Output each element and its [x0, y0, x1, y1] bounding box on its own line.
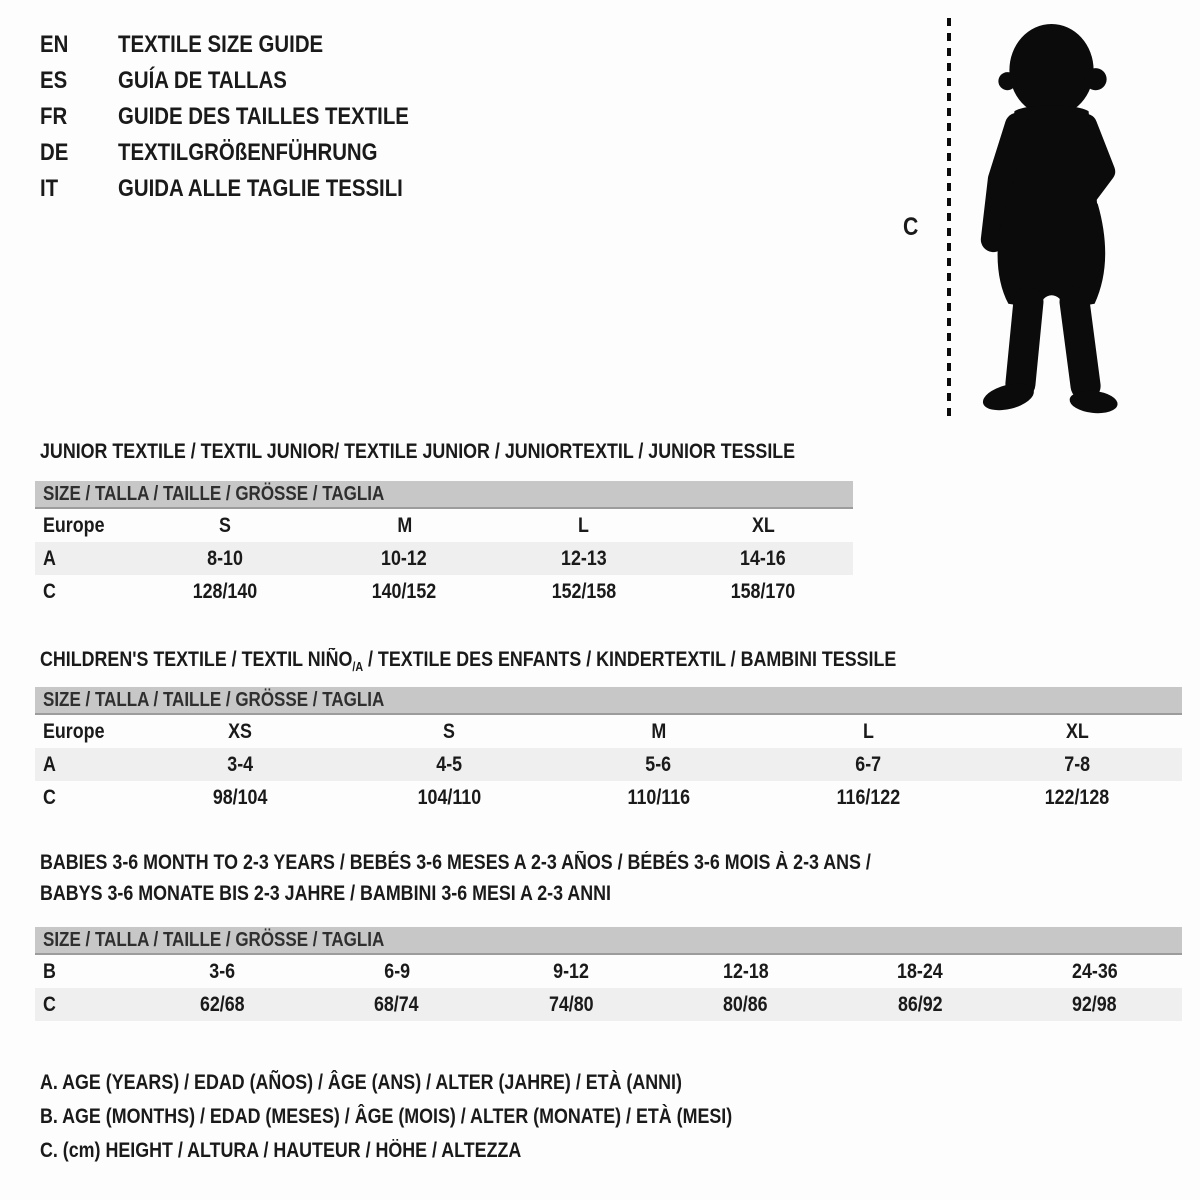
footnote-text: C. (cm) HEIGHT / ALTURA / HAUTEUR / HÖHE / ALTEZZA [40, 1139, 522, 1162]
section-title-text [40, 644, 896, 683]
language-title: TEXTILE SIZE GUIDE [118, 31, 324, 58]
table-cell [494, 547, 674, 571]
language-title: GUIDA ALLE TAGLIE TESSILI [118, 175, 403, 202]
table-cell-text: 116/122 [836, 785, 900, 809]
row-label-text: B [43, 959, 56, 983]
section-title-line [40, 436, 928, 467]
row-label [35, 547, 135, 571]
language-code [40, 67, 118, 95]
table-cell [344, 786, 553, 810]
table-row-a [35, 748, 1182, 781]
table-cell [135, 580, 315, 604]
table-cell-text: 14-16 [740, 546, 787, 570]
table-cell-text: 4-5 [436, 752, 463, 776]
size-table [35, 687, 1182, 814]
measure-label-text: C [903, 213, 919, 241]
table-cell [1008, 960, 1183, 984]
language-title: GUIDE DES TAILLES TEXTILE [118, 103, 409, 130]
table-cell [310, 960, 485, 984]
row-label-text: C [43, 785, 56, 809]
toddler-silhouette-icon [962, 13, 1140, 420]
table-cell-text: 104/110 [417, 785, 481, 809]
footnote-line [40, 1134, 854, 1168]
table-cell-text: 6-7 [855, 752, 881, 776]
table-cell [763, 720, 972, 744]
table-cell [674, 580, 854, 604]
table-cell-text: 68/74 [374, 992, 420, 1016]
table-cell-text: 8-10 [206, 546, 243, 570]
table-cell [135, 547, 315, 571]
table-cell-text: 6-9 [383, 959, 410, 983]
size-header-text: SIZE / TALLA / TAILLE / GRÖSSE / TAGLIA [43, 688, 385, 711]
table-cell [973, 753, 1182, 777]
table-cell-text: 10-12 [381, 546, 428, 570]
table-cell-text: L [578, 513, 590, 537]
table-cell-text: 3-4 [226, 752, 253, 776]
table-cell-text: S [443, 719, 456, 743]
table-cell-text: 128/140 [192, 579, 258, 603]
table-cell [763, 753, 972, 777]
table-cell-text: XS [227, 719, 252, 743]
language-code [40, 175, 118, 203]
table-cell [135, 960, 310, 984]
measure-label-c [903, 213, 921, 242]
table-cell [674, 547, 854, 571]
table-cell [1008, 993, 1183, 1017]
row-label-text: C [43, 992, 56, 1016]
table-cell [674, 514, 854, 538]
table-cell-text: 158/170 [730, 579, 796, 603]
section-title-line [40, 878, 1018, 909]
language-row [40, 171, 460, 207]
language-code-text: IT [40, 175, 59, 202]
table-row-europe [35, 509, 853, 542]
table-cell-text: 18-24 [897, 959, 944, 983]
row-label-text: A [43, 546, 56, 570]
section-title-text [40, 436, 795, 467]
title-segment: CHILDREN'S TEXTILE / TEXTIL NIÑO [40, 648, 353, 671]
table-cell-text: 140/152 [371, 579, 437, 603]
table-cell-text: 12-18 [722, 959, 769, 983]
row-label-text: Europe [43, 719, 105, 743]
table-cell-text: M [396, 513, 412, 537]
row-label-text: C [43, 579, 56, 603]
table-row-c [35, 575, 853, 608]
table-cell [833, 960, 1008, 984]
size-header-bar [35, 927, 1182, 955]
table-row-europe [35, 715, 1182, 748]
size-table [35, 481, 853, 608]
table-row-a [35, 542, 853, 575]
language-list [40, 27, 460, 207]
table-cell-text: S [218, 513, 231, 537]
size-header-text: SIZE / TALLA / TAILLE / GRÖSSE / TAGLIA [43, 928, 385, 951]
table-cell [833, 993, 1008, 1017]
table-cell-text: 7-8 [1064, 752, 1091, 776]
footnote-line [40, 1100, 854, 1134]
table-cell [344, 753, 553, 777]
table-cell [659, 993, 834, 1017]
table-cell [973, 720, 1182, 744]
row-label [35, 993, 135, 1017]
language-code-text: EN [40, 31, 69, 58]
table-cell [554, 753, 763, 777]
language-code-text: FR [40, 103, 68, 130]
table-cell [344, 720, 553, 744]
language-row [40, 27, 460, 63]
section-title-text [40, 878, 611, 909]
language-code-text: ES [40, 67, 68, 94]
table-cell [315, 547, 495, 571]
row-label [35, 786, 135, 810]
table-cell-text: 110/116 [627, 785, 690, 809]
table-cell-text: 98/104 [212, 785, 267, 809]
table-cell [659, 960, 834, 984]
language-code [40, 31, 118, 59]
table-cell-text: 62/68 [199, 992, 245, 1016]
table-cell-text: 5-6 [645, 752, 672, 776]
language-code-text: DE [40, 139, 69, 166]
table-cell-text: L [862, 719, 874, 743]
table-cell-text: M [651, 719, 666, 743]
table-cell [484, 960, 659, 984]
section-title-line [40, 644, 1047, 683]
table-cell [494, 514, 674, 538]
section-title [40, 436, 928, 467]
title-segment: / TEXTILE DES ENFANTS / KINDERTEXTIL / BAMBINI TESSILE [363, 648, 897, 671]
table-cell-text: 80/86 [723, 992, 769, 1016]
table-cell [310, 993, 485, 1017]
table-cell [135, 993, 310, 1017]
section-title [40, 847, 1018, 909]
table-cell [135, 720, 344, 744]
language-row [40, 63, 460, 99]
table-row-c [35, 988, 1182, 1021]
size-header-bar [35, 481, 853, 509]
row-label [35, 720, 135, 744]
language-row [40, 99, 460, 135]
table-cell-text: 92/98 [1072, 992, 1118, 1016]
footnote-text: A. AGE (YEARS) / EDAD (AÑOS) / ÂGE (ANS) / ALTER (JAHRE) / ETÀ (ANNI) [40, 1071, 682, 1094]
footnotes [40, 1066, 854, 1168]
table-row-b [35, 955, 1182, 988]
table-cell-text: XL [751, 513, 775, 537]
section-title-text [40, 847, 871, 878]
table-cell-text: XL [1065, 719, 1089, 743]
title-segment: BABIES 3-6 MONTH TO 2-3 YEARS / BEBÉS 3-6 MESES A 2-3 AÑOS / BÉBÉS 3-6 MOIS À 2-3 ANS / [40, 851, 871, 874]
row-label [35, 753, 135, 777]
size-header-bar [35, 687, 1182, 715]
section-title-line [40, 847, 1018, 878]
footnote-text: B. AGE (MONTHS) / EDAD (MESES) / ÂGE (MOIS) / ALTER (MONATE) / ETÀ (MESI) [40, 1105, 733, 1128]
language-title: GUÍA DE TALLAS [118, 67, 287, 94]
table-cell-text: 74/80 [548, 992, 594, 1016]
table-cell [135, 753, 344, 777]
footnote-line [40, 1066, 854, 1100]
row-label [35, 580, 135, 604]
table-cell [554, 786, 763, 810]
table-cell [494, 580, 674, 604]
height-measure-dashed-line [947, 18, 951, 416]
table-row-c [35, 781, 1182, 814]
language-row [40, 135, 460, 171]
table-cell [484, 993, 659, 1017]
table-cell [973, 786, 1182, 810]
table-cell-text: 9-12 [553, 959, 590, 983]
language-title: TEXTILGRÖßENFÜHRUNG [118, 139, 378, 166]
title-segment: JUNIOR TEXTILE / TEXTIL JUNIOR/ TEXTILE JUNIOR / JUNIORTEXTIL / JUNIOR TESSILE [40, 440, 796, 463]
section-title [40, 644, 1047, 683]
table-cell-text: 122/128 [1045, 785, 1110, 809]
row-label-text: Europe [43, 513, 105, 537]
table-cell-text: 152/158 [551, 579, 617, 603]
language-code [40, 103, 118, 131]
table-cell [135, 786, 344, 810]
row-label [35, 514, 135, 538]
table-cell-text: 24-36 [1071, 959, 1118, 983]
table-cell-text: 3-6 [209, 959, 236, 983]
title-subscript: /A [352, 660, 364, 675]
table-cell [554, 720, 763, 744]
language-code [40, 139, 118, 167]
size-table [35, 927, 1182, 1021]
table-cell-text: 86/92 [897, 992, 943, 1016]
table-cell [315, 580, 495, 604]
table-cell [315, 514, 495, 538]
row-label-text: A [43, 752, 56, 776]
table-cell [135, 514, 315, 538]
table-cell-text: 12-13 [560, 546, 607, 570]
title-segment: BABYS 3-6 MONATE BIS 2-3 JAHRE / BAMBINI 3-6 MESI A 2-3 ANNI [40, 882, 611, 905]
row-label [35, 960, 135, 984]
size-header-text: SIZE / TALLA / TAILLE / GRÖSSE / TAGLIA [43, 482, 385, 505]
table-cell [763, 786, 972, 810]
